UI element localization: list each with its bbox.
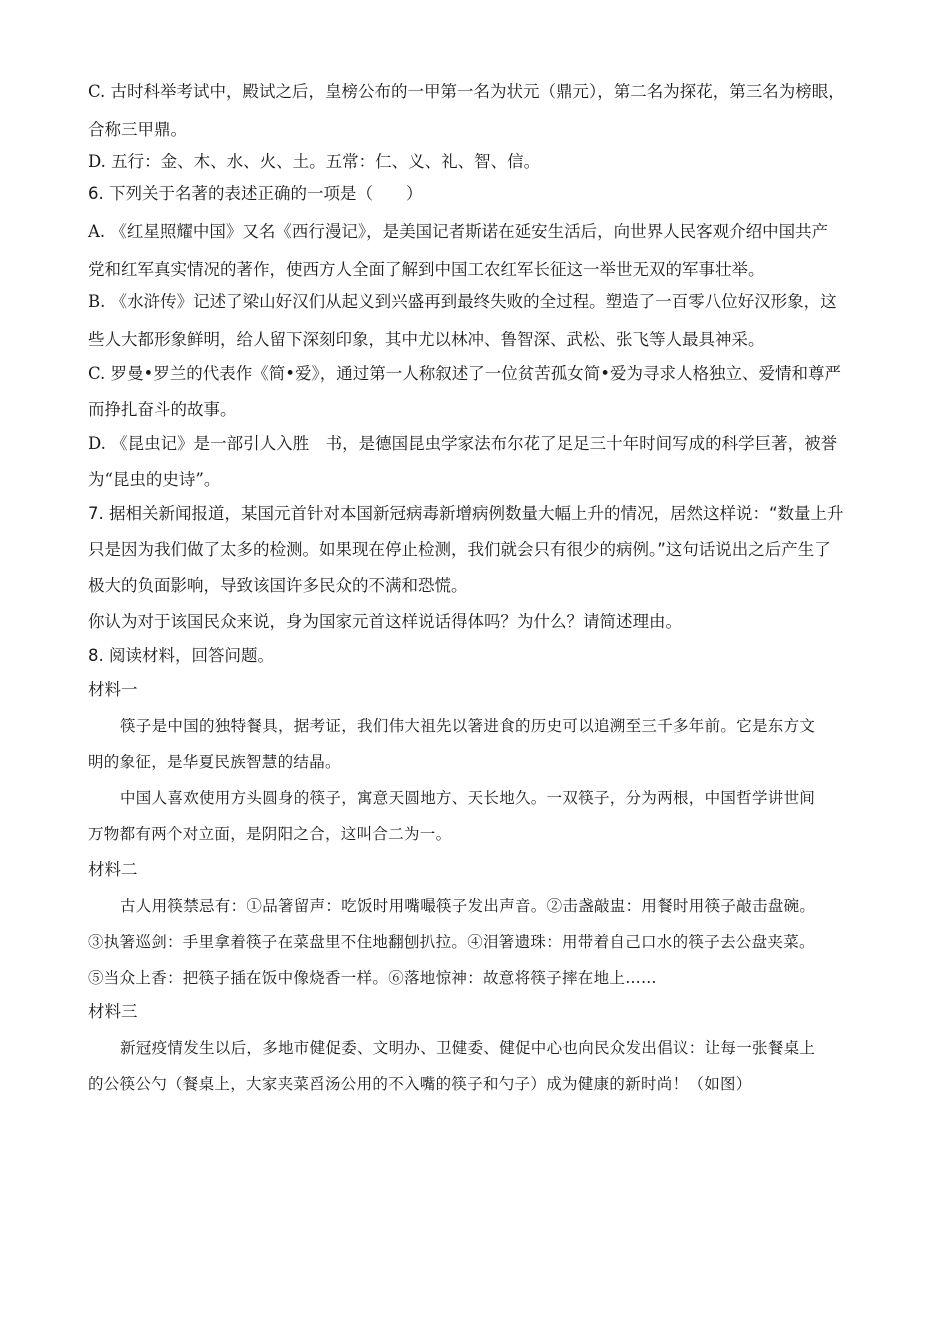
material-1-heading: 材料一: [88, 680, 138, 699]
q6-option-b-line2: 些人大都形象鲜明，给人留下深刻印象，其中尤以林冲、鲁智深、武松、张飞等人最具神采。: [88, 330, 765, 349]
q6-option-a-line2: 党和红军真实情况的著作，使西方人全面了解到中国工农红军长征这一举世无双的军事壮举。: [88, 260, 765, 279]
material-2-line3: ⑤当众上香：把筷子插在饭中像烧香一样。⑥落地惊神：故意将筷子摔在地上……: [88, 969, 657, 987]
q5-option-d: D. 五行：金、木、水、火、土。五常：仁、义、礼、智、信。: [88, 152, 541, 171]
material-2-line2: ③执箸巡剑：手里拿着筷子在菜盘里不住地翻刨扒拉。④泪箸遗珠：用带着自己口水的筷子去公盘夹菜。: [88, 933, 815, 951]
material-1-para2-line2: 万物都有两个对立面，是阴阳之合，这叫合二为一。: [88, 825, 452, 843]
q6-option-c-line1: C. 罗曼•罗兰的代表作《简•爱》，通过第一人称叙述了一位贫苦孤女简•爱为寻求人格独立、爱情和尊严: [88, 364, 841, 383]
q6-option-a-line1: A. 《红星照耀中国》又名《西行漫记》，是美国记者斯诺在延安生活后，向世界人民客观介绍中国共产: [88, 222, 829, 241]
material-1-para1-line1: 筷子是中国的独特餐具，据考证，我们伟大祖先以箸进食的历史可以追溯至三千多年前。它是东方文: [120, 717, 816, 735]
q6-option-d-line1: D. 《昆虫记》是一部引人入胜 书，是德国昆虫学家法布尔花了足足三十年时间写成的科学巨著，被誉: [88, 434, 838, 453]
material-3-heading: 材料三: [88, 1002, 138, 1021]
question-7-line1: 7. 据相关新闻报道，某国元首针对本国新冠病毒新增病例数量大幅上升的情况，居然这样说：“数量上升: [88, 504, 844, 523]
question-8-stem: 8. 阅读材料，回答问题。: [88, 646, 274, 665]
q6-option-b-line1: B. 《水浒传》记述了梁山好汉们从起义到兴盛再到最终失败的全过程。塑造了一百零八位好汉形象，这: [88, 292, 837, 311]
material-2-heading: 材料二: [88, 860, 138, 879]
material-3-line1: 新冠疫情发生以后，多地市健促委、文明办、卫健委、健促中心也向民众发出倡议：让每一张餐桌上: [120, 1039, 816, 1057]
q6-option-c-line2: 而挣扎奋斗的故事。: [88, 400, 237, 419]
q5-option-c-line1: C. 古时科举考试中，殿试之后，皇榜公布的一甲第一名为状元（鼎元），第二名为探花，第三名为榜眼，: [88, 82, 845, 101]
material-1-para2-line1: 中国人喜欢使用方头圆身的筷子，寓意天圆地方、天长地久。一双筷子，分为两根，中国哲学讲世间: [120, 789, 816, 807]
question-7-line2: 只是因为我们做了太多的检测。如果现在停止检测，我们就会只有很少的病例。”这句话说出之后产生了: [88, 540, 831, 559]
q5-option-c-line2: 合称三甲鼎。: [88, 120, 187, 139]
question-7-prompt: 你认为对于该国民众来说，身为国家元首这样说话得体吗？为什么？请简述理由。: [88, 612, 682, 631]
material-2-line1: 古人用筷禁忌有：①品箸留声：吃饭时用嘴嘬筷子发出声音。②击盏敲盅：用餐时用筷子敲击盘碗。: [120, 897, 816, 915]
q6-option-d-line2: 为“昆虫的史诗”。: [88, 470, 221, 489]
question-6-stem: 6. 下列关于名著的表述正确的一项是（ ）: [88, 184, 423, 203]
question-7-line3: 极大的负面影响，导致该国许多民众的不满和恐慌。: [88, 576, 468, 595]
material-1-para1-line2: 明的象征，是华夏民族智慧的结晶。: [88, 753, 341, 771]
material-3-line2: 的公筷公勺（餐桌上，大家夹菜舀汤公用的不入嘴的筷子和勺子）成为健康的新时尚！（如图）: [88, 1075, 752, 1093]
